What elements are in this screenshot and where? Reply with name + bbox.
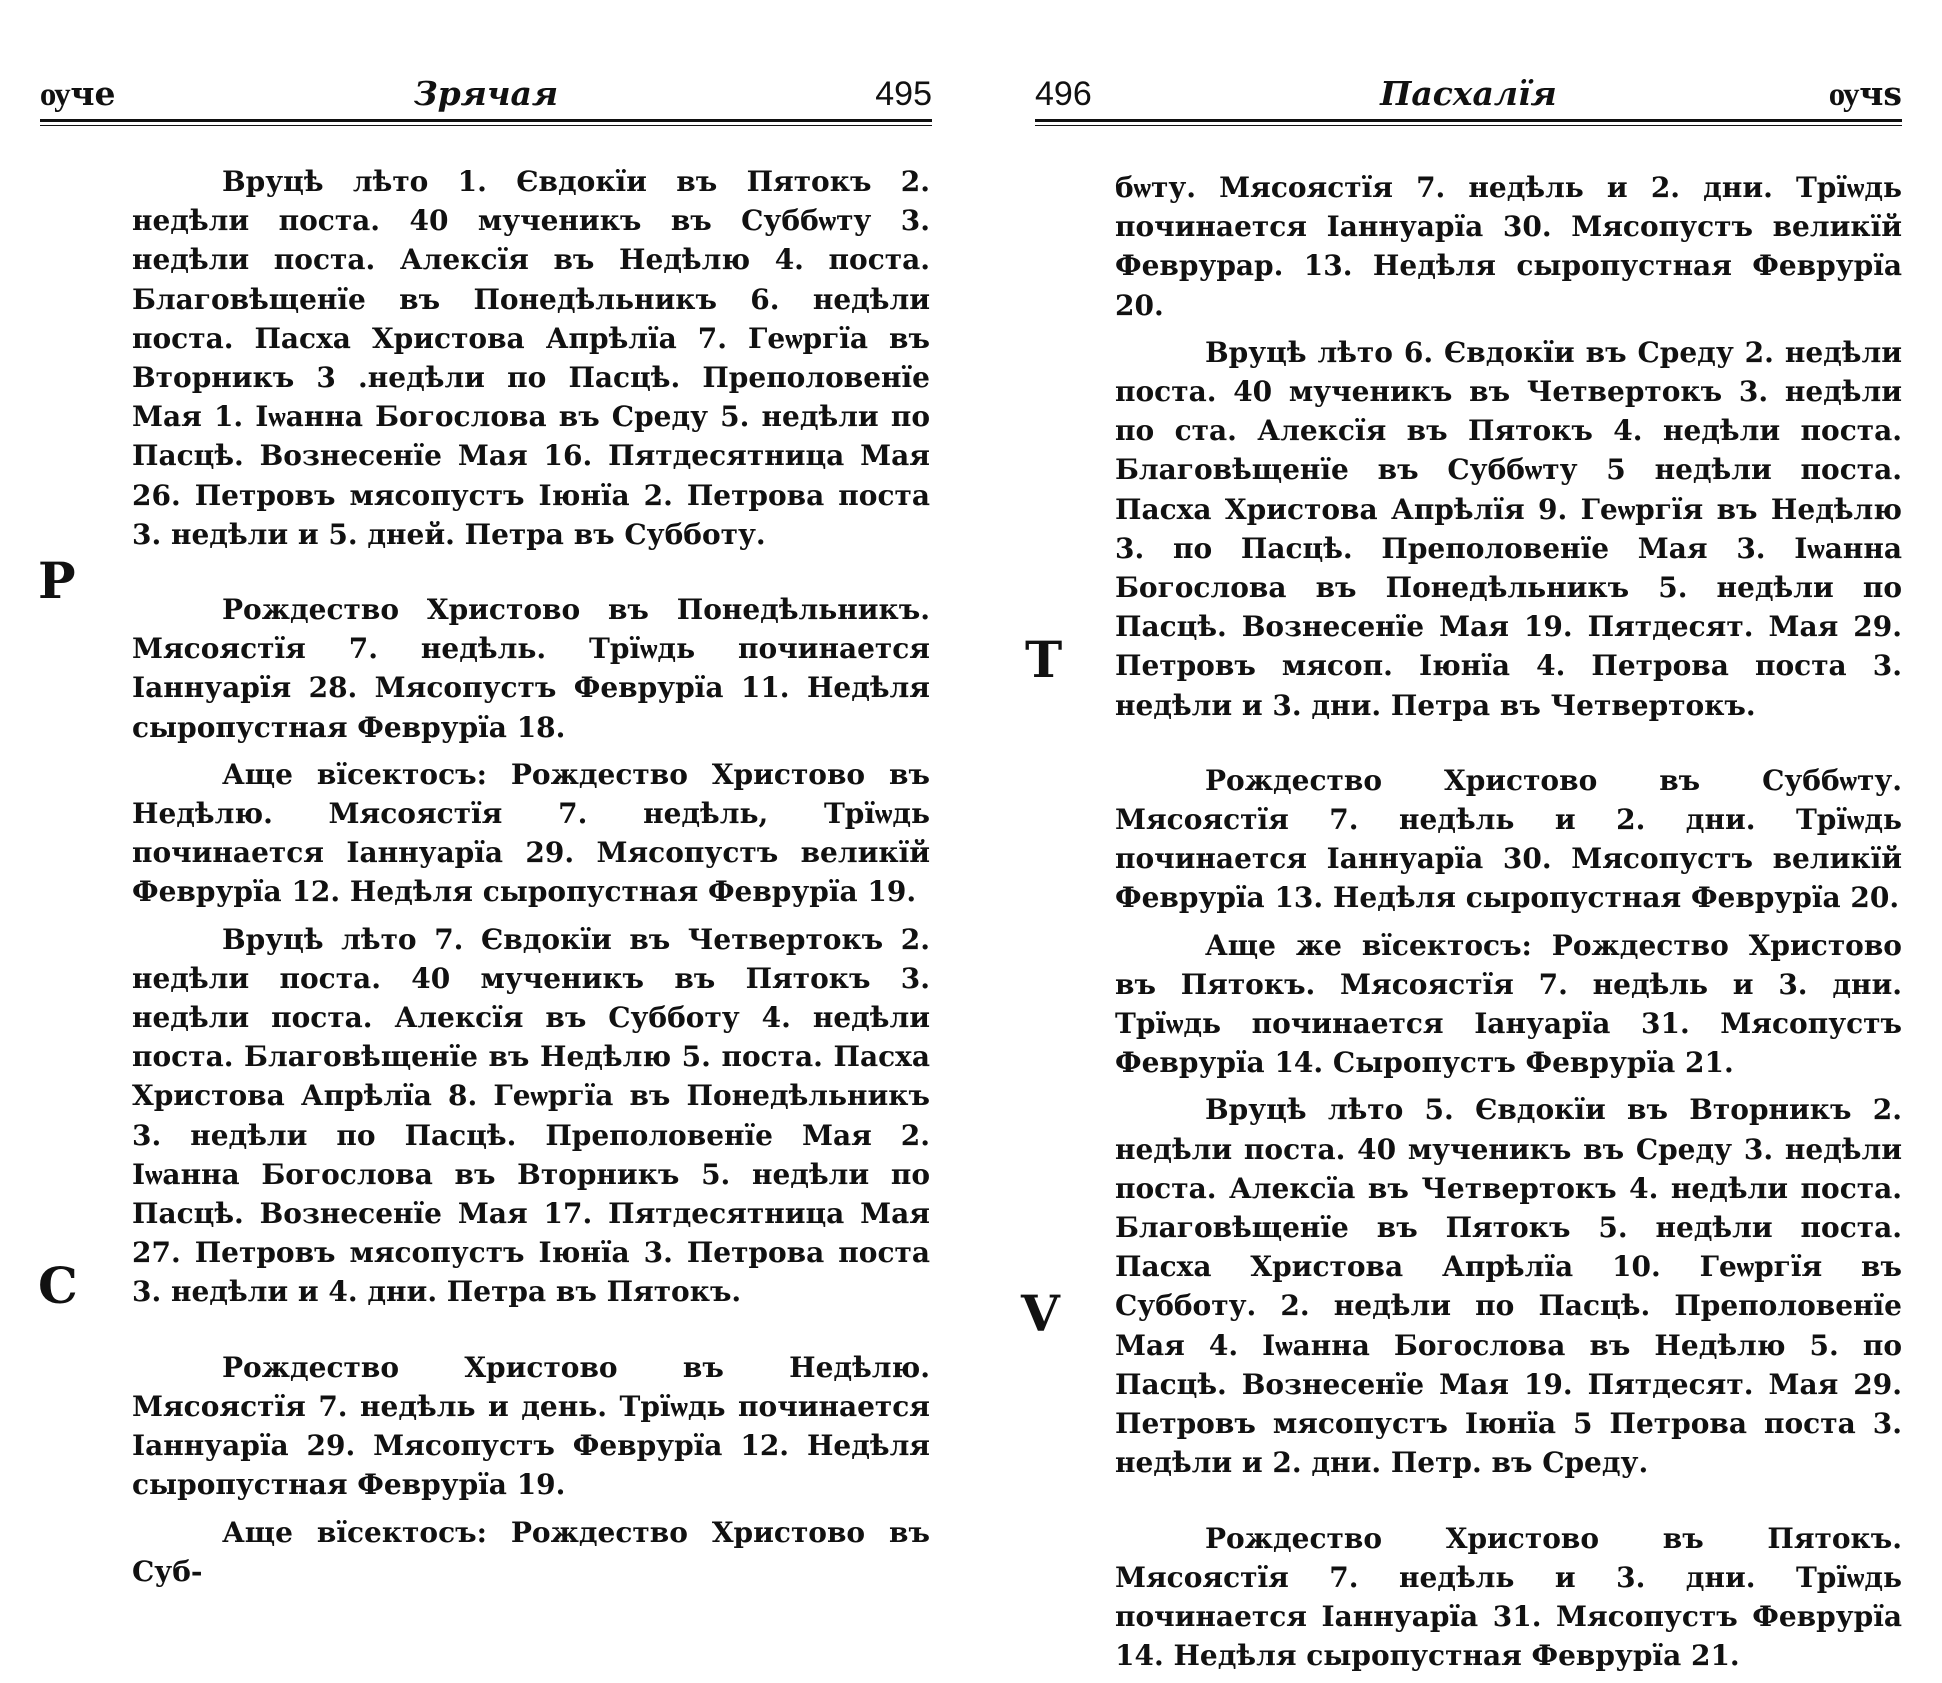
paragraph: Аще вїсектосъ: Рождество Христово въ Недѣлю. Мясоястїя 7. недѣль, Трїѡдь починается Іаннуарїа 29. Мясопустъ великїй Феврурїа 12. Недѣля сыропустная Феврурїа 19. — [132, 757, 930, 909]
paragraph: Вруцѣ лѣто 5. Євдокїи въ Вторникъ 2. недѣли поста. 40 мученикъ въ Среду 3. недѣли поста. Алексїа въ Четвертокъ 4. недѣли поста. Благовѣщенїе въ Пятокъ 5. недѣли поста. Пасха Христова Апрѣлїа 10. Геѡргїя въ Субботу. 2. недѣли по Пасцѣ. Преполовенїе Мая 4. Іѡанна Богослова въ Недѣлю 5. по Пасцѣ. Вознесенїе Мая 19. Пятдесят. Мая 29. Петровъ мясопустъ Іюнїа 5 Петрова поста 3. недѣли и 2. дни. Петр. въ Среду. — [1115, 1093, 1902, 1480]
margin-letter: С — [38, 1256, 78, 1315]
margin-letter: Т — [1025, 630, 1063, 689]
header-rule-thick — [1035, 119, 1902, 122]
left-page-number: 495 — [875, 75, 932, 113]
paragraph: Рождество Христово въ Суббѡту. Мясоястїя 7. недѣль и 2. дни. Трїѡдь починается Іаннуарїа 30. Мясопустъ великїй Феврурїа 13. Недѣля сыропустная Феврурїа 20. — [1115, 763, 1902, 915]
paragraph: Рождество Христово въ Пятокъ. Мясоястїя 7. недѣль и 3. дни. Трїѡдь починается Іаннуарїа 31. Мясопустъ Феврурїа 14. Недѣля сыропустная Феврурїа 21. — [1115, 1521, 1902, 1673]
left-folio: ѹче — [40, 74, 116, 113]
header-rule-thin — [40, 125, 932, 126]
paragraph: Вруцѣ лѣто 7. Євдокїи въ Четвертокъ 2. недѣли поста. 40 мученикъ въ Пятокъ 3. недѣли поста. Алексїя въ Субботу 4. недѣли поста. Благовѣщенїе въ Недѣлю 5. поста. Пасха Христова Апрѣлїа 8. Геѡргїа въ Понедѣльникъ 3. недѣли по Пасцѣ. Преполовенїе Мая 2. Іѡанна Богослова въ Вторникъ 5. недѣли по Пасцѣ. Вознесенїе Мая 17. Пятдесятница Мая 27. Петровъ мясопустъ Іюнїа 3. Петрова поста 3. недѣли и 4. дни. Петра въ Пятокъ. — [132, 922, 930, 1309]
paragraph: Аще вїсектосъ: Рождество Христово въ Суб- — [132, 1515, 930, 1588]
left-page-header — [40, 74, 932, 126]
left-body-text — [132, 162, 930, 1599]
paragraph: Аще же вїсектосъ: Рождество Христово въ Пятокъ. Мясоястїя 7. недѣль и 3. дни. Трїѡдь починается Іануарїа 31. Мясопустъ Феврурїа 14. Сыропустъ Феврурїа 21. — [1115, 928, 1902, 1080]
margin-letter: V — [1021, 1284, 1060, 1343]
paragraph: Вруцѣ лѣто 1. Євдокїи въ Пятокъ 2. недѣли поста. 40 мученикъ въ Суббѡту 3. недѣли поста. Алексїя въ Недѣлю 4. поста. Благовѣщенїе въ Понедѣльникъ 6. недѣли поста. Пасха Христова Апрѣлїа 7. Геѡргїа въ Вторникъ 3 .недѣли по Пасцѣ. Преполовенїе Мая 1. Іѡанна Богослова въ Среду 5. недѣли по Пасцѣ. Вознесенїе Мая 16. Пятдесятница Мая 26. Петровъ мясопустъ Іюнїа 2. Петрова поста 3. недѣли и 5. дней. Петра въ Субботу. — [132, 165, 930, 551]
right-page — [995, 0, 1942, 1673]
right-body-text — [1115, 168, 1902, 1683]
header-rule-thin — [1035, 125, 1902, 126]
left-running-title: Зрячая — [413, 74, 559, 113]
paragraph: Вруцѣ лѣто 6. Євдокїи въ Среду 2. недѣли поста. 40 мученикъ въ Четвертокъ 3. недѣли по ста. Алексїя въ Пятокъ 4. недѣли поста. Благовѣщенїе въ Суббѡту 5 недѣли поста. Пасха Христова Апрѣлїя 9. Геѡргїя въ Недѣлю 3. по Пасцѣ. Преполовенїе Мая 3. Іѡанна Богослова въ Понедѣльникъ 5. недѣли по Пасцѣ. Вознесенїе Мая 19. Пятдесят. Мая 29. Петровъ мясоп. Іюнїа 4. Петрова поста 3. недѣли и 3. дни. Петра въ Четвертокъ. — [1115, 335, 1902, 722]
left-page — [0, 0, 950, 1588]
paragraph: Рождество Христово въ Понедѣльникъ. Мясоястїя 7. недѣль. Трїѡдь починается Іаннуарїя 28. Мясопустъ Феврурїа 11. Недѣля сыропустная Феврурїа 18. — [132, 593, 930, 744]
margin-letter: Р — [38, 551, 76, 610]
right-page-number: 496 — [1035, 75, 1092, 113]
paragraph: Рождество Христово въ Недѣлю. Мясоястїя 7. недѣль и день. Трїѡдь починается Іаннуарїа 29. Мясопустъ Феврурїа 12. Недѣля сыропустная Феврурїа 19. — [132, 1350, 930, 1502]
paragraph: бѡту. Мясоястїя 7. недѣль и 2. дни. Трїѡдь починается Іаннуарїа 30. Мясопустъ великїй Феврурар. 13. Недѣля сыропустная Феврурїа 20. — [1115, 171, 1902, 322]
right-folio: ѹчѕ — [1828, 74, 1902, 113]
right-running-title: Пасхалїя — [1380, 74, 1557, 113]
header-rule-thick — [40, 119, 932, 122]
right-page-header — [1035, 74, 1902, 126]
